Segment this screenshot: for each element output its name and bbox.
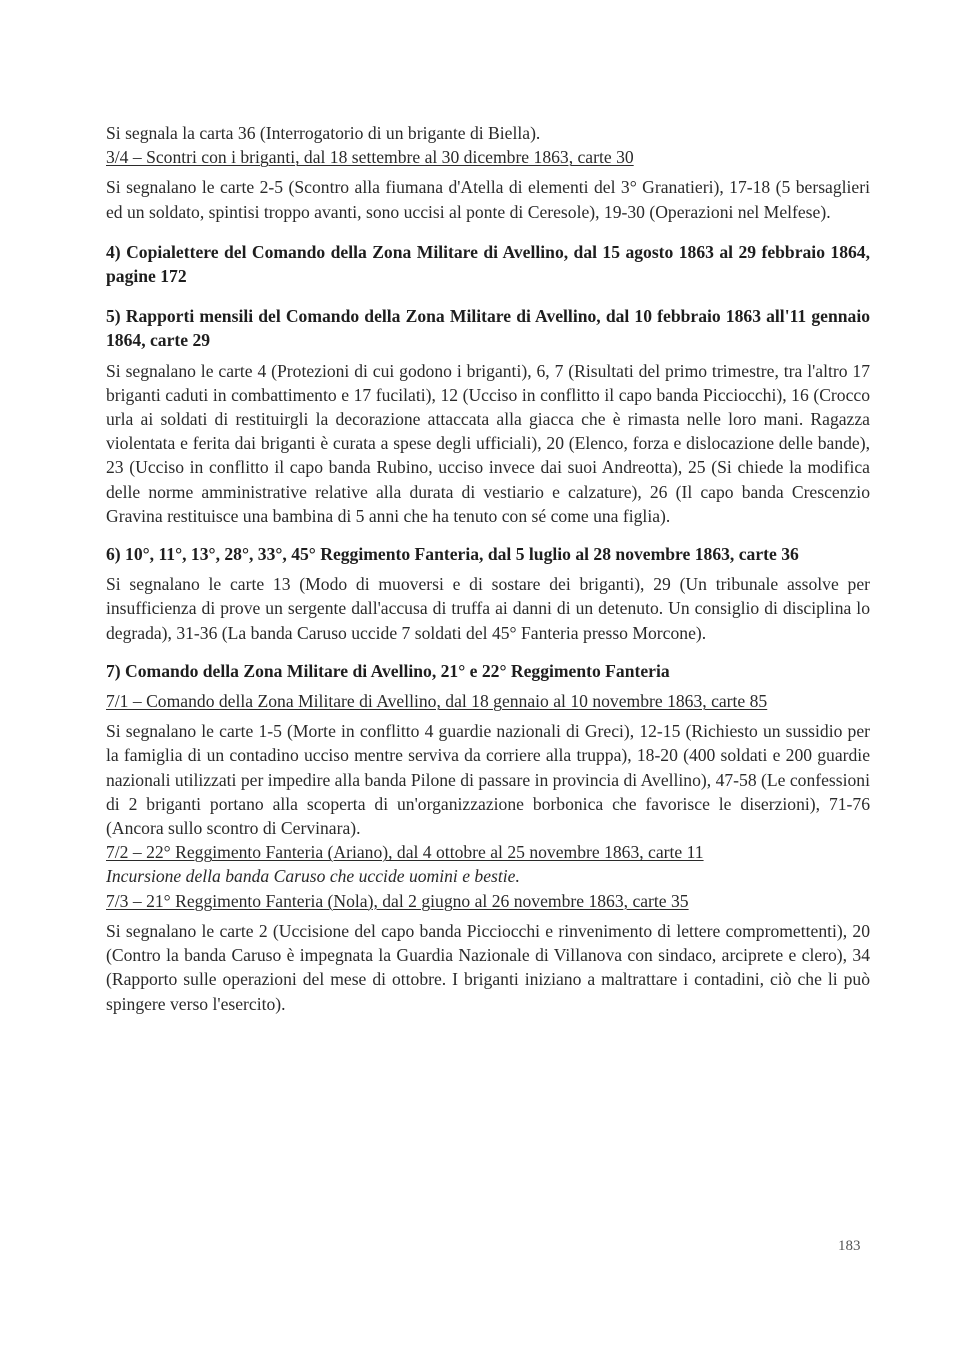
section-heading-4: 4) Copialettere del Comando della Zona Militare di Avellino, dal 15 agosto 1863 al 29 febbraio 1864, pagine 172 (106, 241, 870, 287)
section-heading-5: 5) Rapporti mensili del Comando della Zona Militare di Avellino, dal 10 febbraio 1863 all'11 gennaio 1864, carte 29 (106, 306, 870, 351)
subsection-heading-7-2: 7/2 – 22° Reggimento Fanteria (Ariano), dal 4 ottobre al 25 novembre 1863, carte 11 (106, 842, 704, 863)
paragraph-6: Si segnalano le carte 13 (Modo di muoversi e di sostare dei briganti), 29 (Un tribunale assolve per insufficienza di prove un sergente dall'accusa di truffa ai danni di un detenuto. Un consiglio di disciplina lo degrada), 31-36 (La banda Caruso uccide 7 soldati del 45° Fanteria presso Morcone). (106, 574, 870, 643)
paragraph-3-4: Si segnalano le carte 2-5 (Scontro alla fiumana d'Atella di elementi del 3° Granatieri), 17-18 (5 bersaglieri ed un soldato, spintisi troppo avanti, sono uccisi al ponte di Ceresole), 19-30 (Operazioni nel Melfese). (106, 177, 870, 222)
page-number: 183 (838, 1238, 861, 1254)
subsection-heading-3-4: 3/4 – Scontri con i briganti, dal 18 settembre al 30 dicembre 1863, carte 30 (106, 147, 634, 168)
subsection-heading-7-3: 7/3 – 21° Reggimento Fanteria (Nola), dal 2 giugno al 26 novembre 1863, carte 35 (106, 890, 689, 911)
page-body (106, 121, 870, 1016)
section-heading-6: 6) 10°, 11°, 13°, 28°, 33°, 45° Reggimento Fanteria, dal 5 luglio al 28 novembre 1863, carte 36 (106, 544, 799, 565)
paragraph-carta-36: Si segnala la carta 36 (Interrogatorio di un brigante di Biella). (106, 123, 541, 143)
paragraph-7-3: Si segnalano le carte 2 (Uccisione del capo banda Picciocchi e rinvenimento di lettere compromettenti), 20 (Contro la banda Caruso è impegnata la Guardia Nazionale di Villanova con sindaco, arciprete e clero), 34 (Rapporto sulle operazioni del mese di ottobre. I briganti iniziano a maltrattare i contadini, ciò che li può spingere verso l'esercito). (106, 920, 870, 1014)
paragraph-5: Si segnalano le carte 4 (Protezioni di cui godono i briganti), 6, 7 (Risultati del primo trimestre, tra l'altro 17 briganti caduti in combattimento e 17 fucilati), 12 (Ucciso in conflitto il capo banda Picciocchi), 16 (Crocco urla ai soldati di restituirgli la decorazione attaccata alla giacca che è rimasta nelle loro mani. Ragazza violentata e ferita dai briganti è curata a spese degli ufficiali), 20 (Elenco, forza e dislocazione delle bande), 23 (Ucciso in conflitto il capo banda Rubino, ucciso invece dai suoi Andreotta), 25 (Si chiede la modifica delle norme amministrative relative alla durata di vestiario e calzature), 26 (Il capo banda Crescenzio Gravina restituisce una bambina di 5 anni che ha tenuto con sé come una figlia). (106, 360, 870, 526)
section-heading-7: 7) Comando della Zona Militare di Avellino, 21° e 22° Reggimento Fanteria (106, 660, 670, 681)
paragraph-7-2: Incursione della banda Caruso che uccide uomini e bestie. (106, 866, 520, 887)
paragraph-7-1: Si segnalano le carte 1-5 (Morte in conflitto 4 guardie nazionali di Greci), 12-15 (Richiesto un sussidio per la famiglia di un contadino ucciso mentre serviva da corriere alla truppa), 18-20 (400 soldati e 200 guardie nazionali utilizzati per impedire alla banda Pilone di passare in provincia di Avellino), 47-58 (Le confessioni di 2 briganti portano alla scoperta di un'organizzazione borbonica che favorisce le diserzioni), 71-76 (Ancora sullo scontro di Cervinara). (106, 721, 870, 839)
subsection-heading-7-1: 7/1 – Comando della Zona Militare di Avellino, dal 18 gennaio al 10 novembre 1863, carte 85 (106, 691, 768, 712)
